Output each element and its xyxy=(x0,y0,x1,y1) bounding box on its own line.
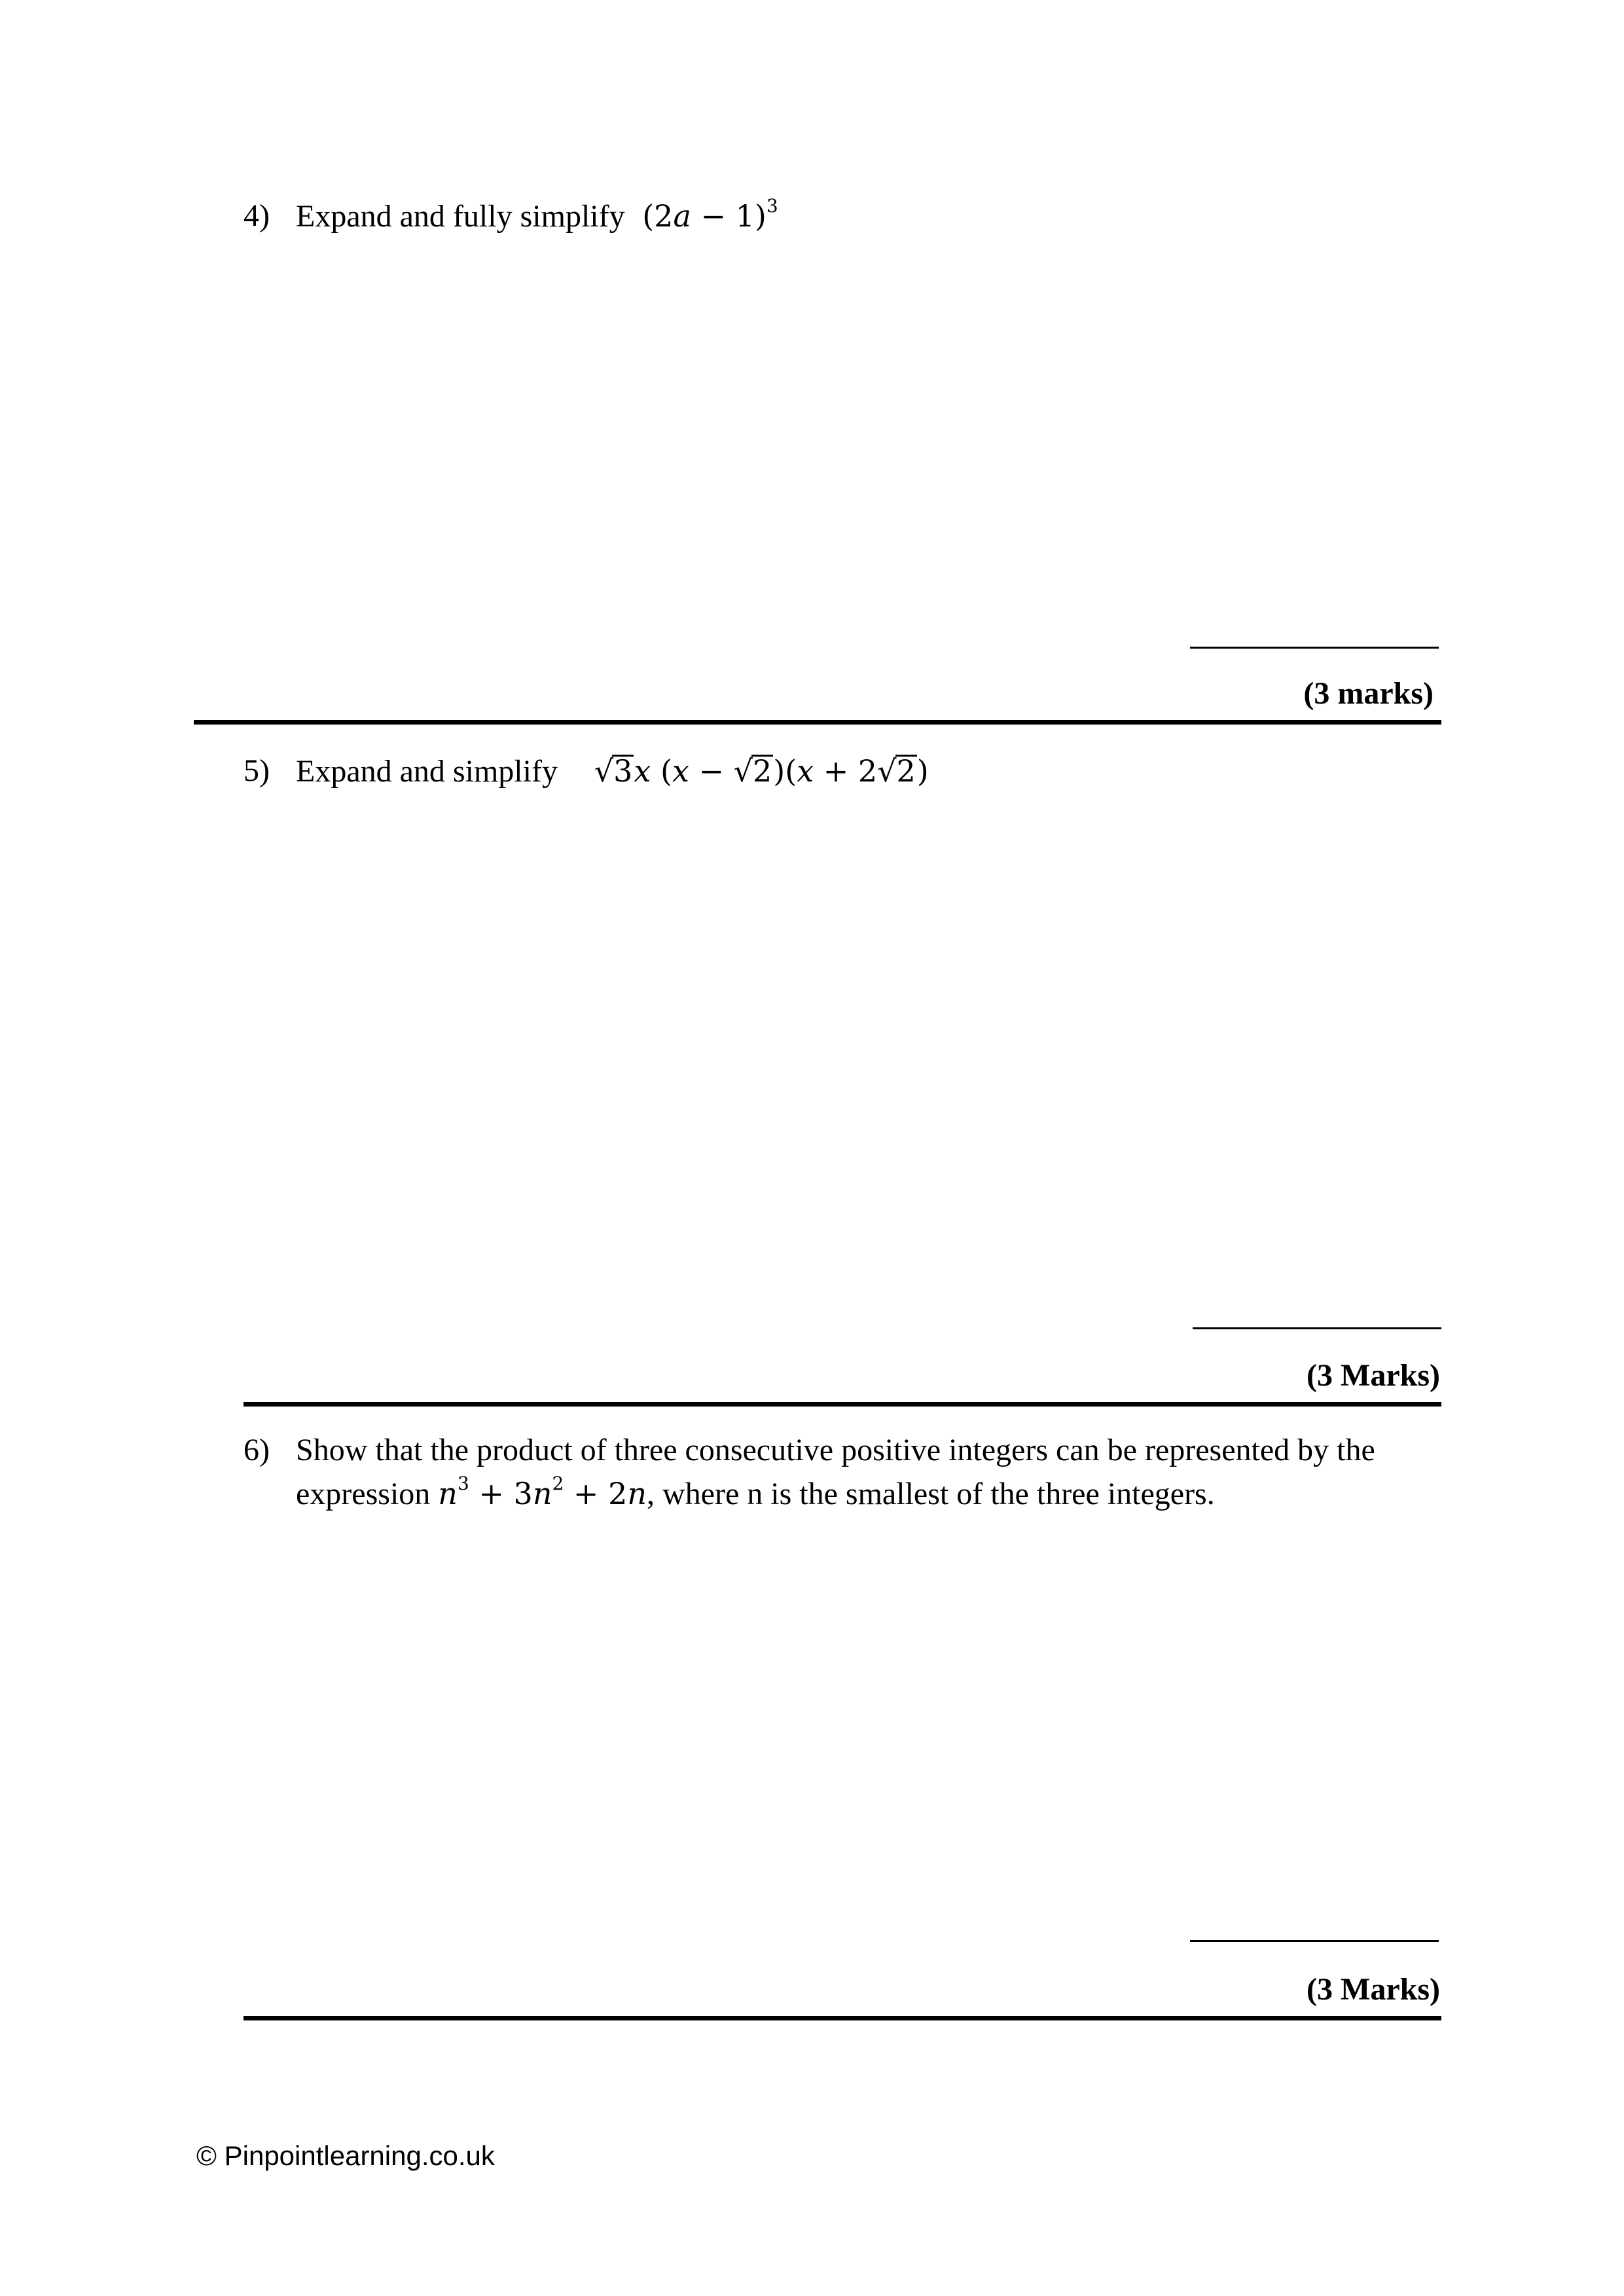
question-6-line-2-suffix: , where n is the smallest of the three integers. xyxy=(647,1477,1215,1511)
footer-copyright: © Pinpointlearning.co.uk xyxy=(196,2140,495,2171)
question-5-expression: √3x (x − √2)(x + 2√2) xyxy=(594,753,929,789)
question-4-prompt: Expand and fully simplify xyxy=(296,199,625,234)
question-4-number: 4) xyxy=(244,198,270,233)
question-4-answer-line[interactable] xyxy=(1190,647,1439,649)
question-4-marks: (3 marks) xyxy=(1303,676,1434,711)
question-6-expression: $n^3 + 3n^2 + 2n$ xyxy=(438,1473,647,1511)
question-5-prompt: Expand and simplify xyxy=(296,754,558,789)
question-6-line-1: Show that the product of three consecutive positive integers can be represented by the xyxy=(296,1433,1375,1467)
question-6-answer-line[interactable] xyxy=(1190,1940,1439,1942)
question-5-text xyxy=(296,750,929,793)
question-6-number: 6) xyxy=(244,1433,270,1467)
question-6-marks: (3 Marks) xyxy=(1307,1972,1440,2007)
question-4-divider xyxy=(194,720,1441,725)
question-6-expression-label: expression xyxy=(296,1477,431,1511)
question-5-answer-line[interactable] xyxy=(1193,1327,1441,1329)
question-5-marks: (3 Marks) xyxy=(1307,1358,1440,1393)
question-4-expression: $(2a - 1)^3$ xyxy=(632,195,778,234)
question-6-line-2 xyxy=(296,1473,1215,1515)
question-6-divider xyxy=(244,2016,1441,2020)
question-5-divider xyxy=(244,1402,1441,1407)
question-5-number: 5) xyxy=(244,753,270,788)
question-4-text xyxy=(296,195,778,238)
